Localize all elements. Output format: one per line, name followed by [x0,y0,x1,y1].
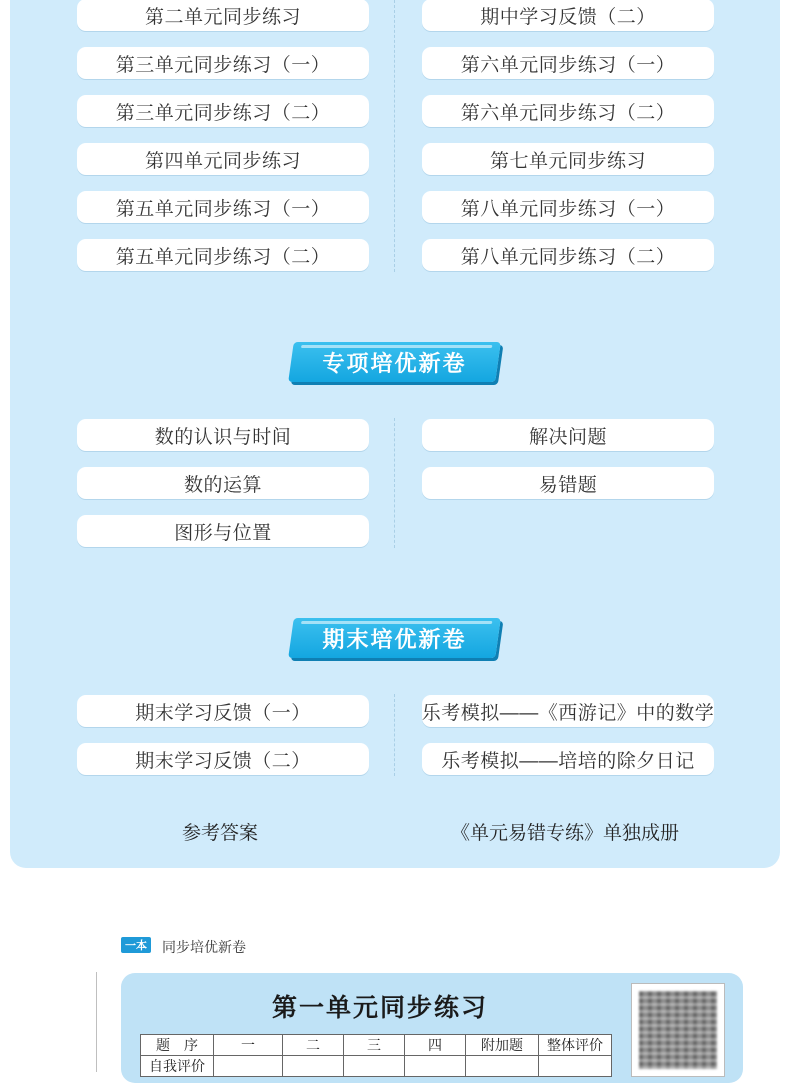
toc-item[interactable]: 第七单元同步练习 [422,143,714,175]
sheet-title: 第一单元同步练习 [272,994,489,1022]
toc-item[interactable]: 乐考模拟——培培的除夕日记 [422,743,714,775]
toc-item[interactable]: 期末学习反馈（二） [77,743,369,775]
toc-item[interactable]: 第八单元同步练习（二） [422,239,714,271]
booklet-note: 《单元易错专练》单独成册 [451,823,680,844]
column-divider [394,0,395,272]
answers-link[interactable]: 参考答案 [182,823,259,844]
table-header-cell: 整体评价 [539,1035,612,1056]
table-header-cell: 三 [344,1035,405,1056]
qr-code[interactable] [631,983,725,1077]
toc-item[interactable]: 第八单元同步练习（一） [422,191,714,223]
toc-item[interactable]: 解决问题 [422,419,714,451]
brand-logo: 一本 [121,937,151,953]
section-banner-final [291,618,498,658]
table-cell[interactable] [405,1056,466,1077]
table-cell[interactable] [539,1056,612,1077]
qr-code-icon [639,991,717,1069]
table-cell[interactable] [344,1056,405,1077]
table-cell[interactable] [214,1056,283,1077]
table-row [141,1056,612,1077]
toc-item[interactable]: 第三单元同步练习（一） [77,47,369,79]
table-cell[interactable] [283,1056,344,1077]
toc-item[interactable]: 期末学习反馈（一） [77,695,369,727]
toc-item[interactable]: 第三单元同步练习（二） [77,95,369,127]
table-header-cell: 二 [283,1035,344,1056]
toc-item[interactable]: 乐考模拟——《西游记》中的数学 [422,695,714,727]
table-header-cell: 题 序 [141,1035,214,1056]
toc-item[interactable]: 期中学习反馈（二） [422,0,714,31]
toc-item[interactable]: 易错题 [422,467,714,499]
toc-item[interactable]: 第六单元同步练习（一） [422,47,714,79]
toc-item[interactable]: 第六单元同步练习（二） [422,95,714,127]
table-header-cell: 附加题 [466,1035,539,1056]
table-row-label: 自我评价 [141,1056,214,1077]
margin-line [96,972,97,1072]
toc-item[interactable]: 图形与位置 [77,515,369,547]
column-divider [394,418,395,548]
table-row [141,1035,612,1056]
score-table [140,1034,612,1077]
toc-item[interactable]: 第二单元同步练习 [77,0,369,31]
table-header-cell: 一 [214,1035,283,1056]
toc-item[interactable]: 第四单元同步练习 [77,143,369,175]
banner-title: 专项培优新卷 [322,350,467,376]
table-header-cell: 四 [405,1035,466,1056]
series-name: 同步培优新卷 [162,939,246,955]
toc-item[interactable]: 第五单元同步练习（一） [77,191,369,223]
toc-item[interactable]: 数的运算 [77,467,369,499]
toc-item[interactable]: 数的认识与时间 [77,419,369,451]
banner-title: 期末培优新卷 [322,626,467,652]
column-divider [394,694,395,776]
toc-item[interactable]: 第五单元同步练习（二） [77,239,369,271]
table-cell[interactable] [466,1056,539,1077]
section-banner-special [291,342,498,382]
